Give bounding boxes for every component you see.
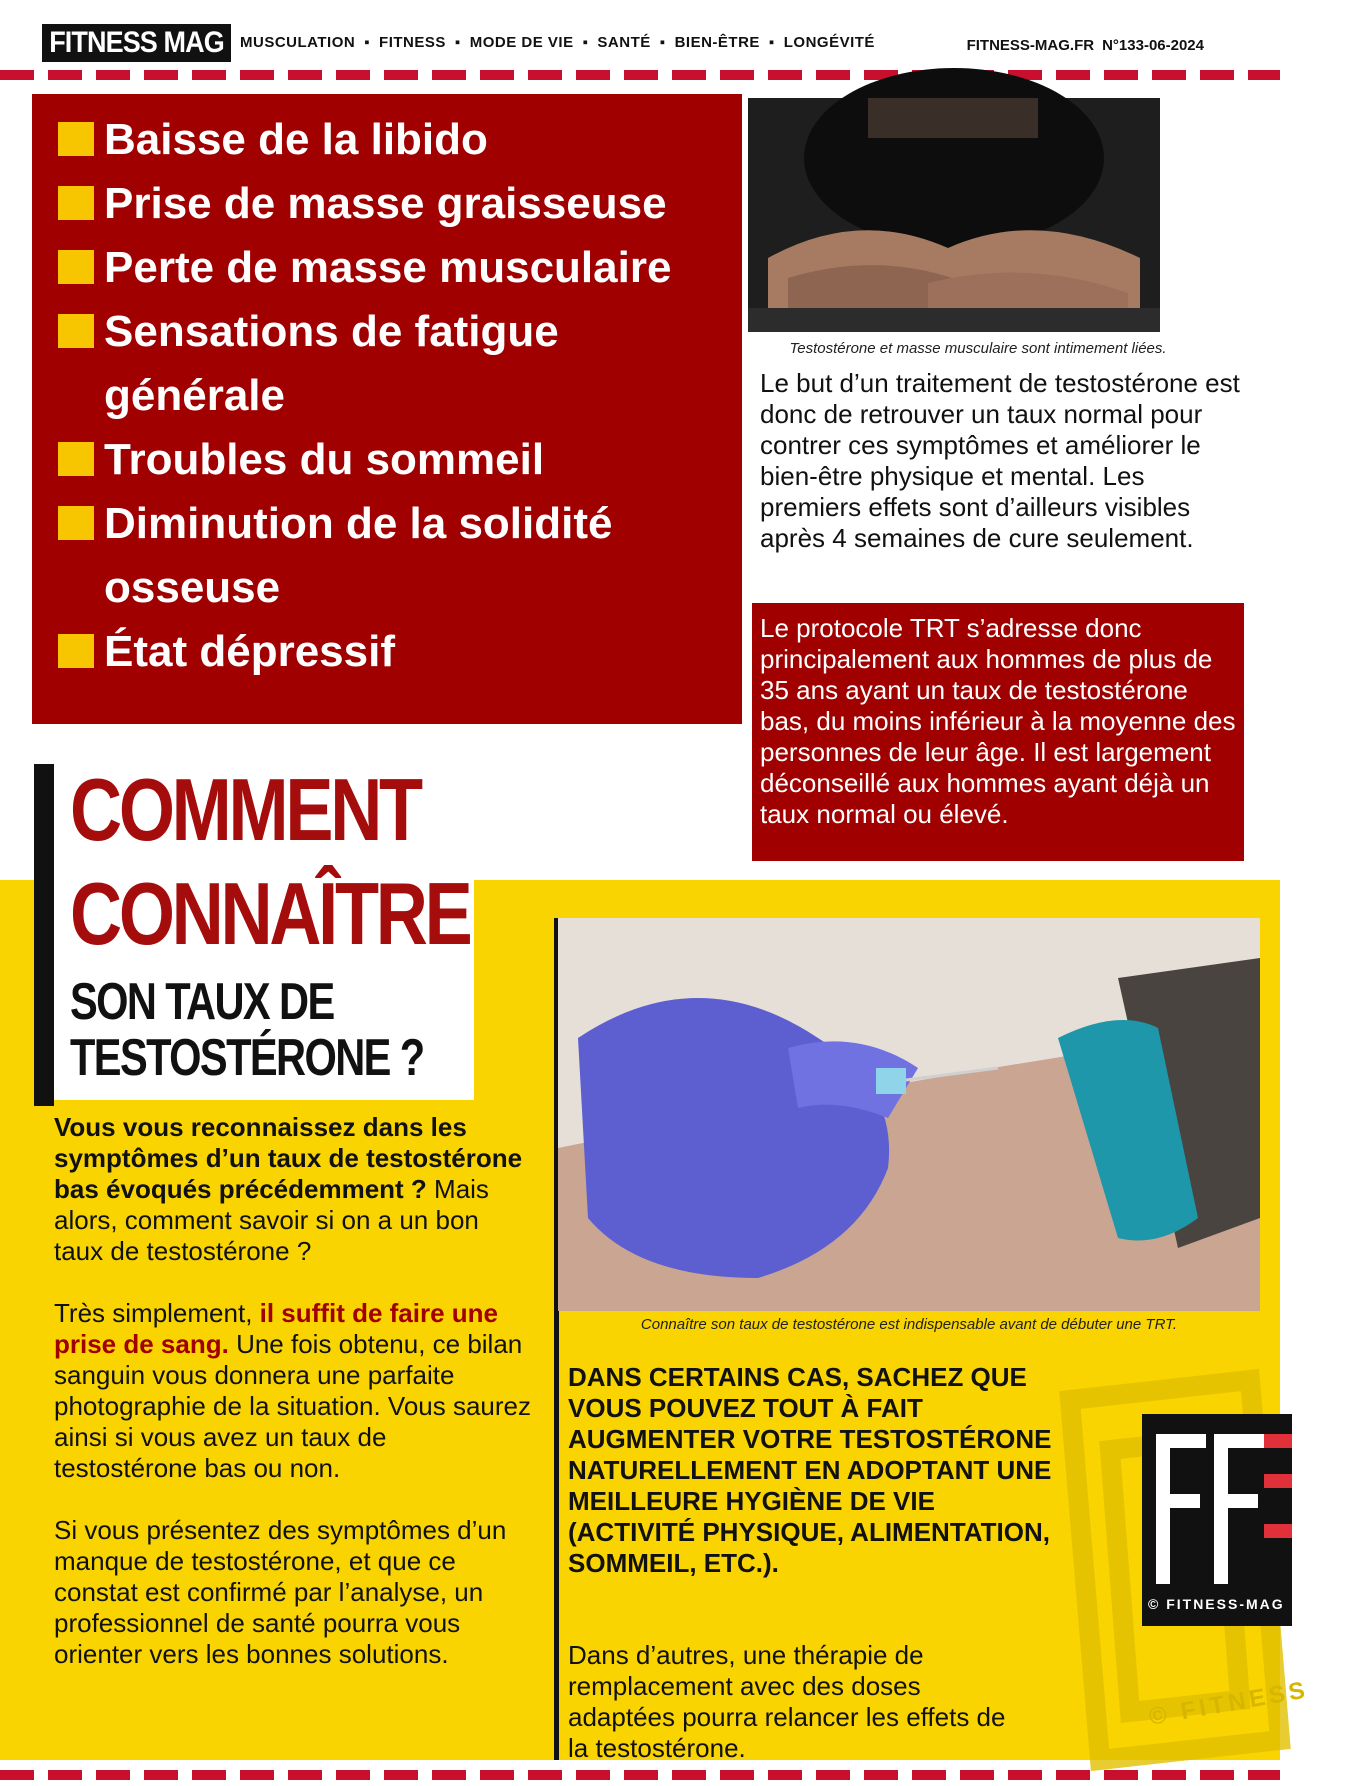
section-title-line1: COMMENT (70, 760, 420, 859)
yellow-square-bullet-icon (58, 122, 94, 156)
blood-test-paragraph: Très simplement, il suffit de faire une prise de sang. Une fois obtenu, ce bilan sanguin vous donnera une parfaite photographie de la situation. Vous saurez ainsi si vous avez un taux de testostérone bas ou non. (54, 1298, 532, 1483)
section-title-line3: SON TAUX DE (70, 973, 334, 1031)
nav-item-mode-de-vie[interactable]: MODE DE VIE (469, 34, 574, 51)
goal-paragraph: Le but d’un traitement de testostérone est donc de retrouver un taux normal pour contrer ces symptômes et améliorer le bien-être physique et mental. Les premiers effets sont d’ailleurs visibles après 4 semaines de cure seulement. (760, 368, 1240, 553)
ff-logo-copyright: © FITNESS-MAG (1148, 1596, 1285, 1612)
blood-test-photo (558, 918, 1260, 1311)
nav-item-sante[interactable]: SANTÉ (597, 34, 651, 51)
photo-caption: Connaître son taux de testostérone est indispensable avant de débuter une TRT. (640, 1316, 1178, 1333)
yellow-square-bullet-icon (58, 442, 94, 476)
nav-item-fitness[interactable]: FITNESS (379, 34, 446, 51)
left-column-text (54, 1112, 534, 1701)
footer-dashed-divider (0, 1770, 1280, 1780)
ff-logo-icon (1142, 1414, 1292, 1626)
section-title-line4: TESTOSTÉRONE ? (70, 1029, 424, 1087)
nav-item-bien-etre[interactable]: BIEN-ÊTRE (674, 34, 760, 51)
section-title-line2: CONNAÎTRE (70, 864, 470, 963)
nav-separator: ▪ (454, 34, 461, 51)
symptoms-list (46, 108, 742, 684)
section-nav (240, 34, 875, 51)
site-url[interactable]: FITNESS-MAG.FR (966, 37, 1095, 54)
yellow-square-bullet-icon (58, 506, 94, 540)
list-item: Perte de masse musculaire (46, 236, 742, 300)
nav-separator: ▪ (768, 34, 775, 51)
issue-number: N°133-06-2024 (1102, 37, 1204, 54)
yellow-square-bullet-icon (58, 186, 94, 220)
list-item: Prise de masse graisseuse (46, 172, 742, 236)
magazine-logo: FITNESS MAG (42, 24, 231, 62)
natural-testosterone-callout: DANS CERTAINS CAS, SACHEZ QUE VOUS POUVEZ TOUT À FAIT AUGMENTER VOTRE TESTOSTÉRONE NATURELLEMENT EN ADOPTANT UNE MEILLEURE HYGIÈNE DE VIE (ACTIVITÉ PHYSIQUE, ALIMENTATION, SOMMEIL, ETC.). (568, 1362, 1052, 1578)
lead-paragraph: Vous vous reconnaissez dans les symptômes d’un taux de testostérone bas évoqués précédemment ? Mais alors, comment savoir si on a un bon taux de testostérone ? (54, 1112, 523, 1266)
list-item: Troubles du sommeil (46, 428, 742, 492)
trt-protocol-box: Le protocole TRT s’adresse donc principalement aux hommes de plus de 35 ans ayant un taux de testostérone bas, du moins inférieur à la moyenne des personnes de leur âge. Il est largement déconseillé aux hommes ayant déjà un taux normal ou élevé. (752, 603, 1244, 861)
nav-item-longevite[interactable]: LONGÉVITÉ (783, 34, 875, 51)
list-item: Baisse de la libido (46, 108, 742, 172)
professional-paragraph: Si vous présentez des symptômes d’un manque de testostérone, et que ce constat est confirmé par l’analyse, un professionnel de santé pourra vous orienter vers les bonnes solutions. (54, 1515, 507, 1669)
list-item: Sensations de fatigue générale (46, 300, 742, 428)
muscular-arms-photo (748, 98, 1160, 332)
yellow-square-bullet-icon (58, 314, 94, 348)
list-item: Diminution de la solidité osseuse (46, 492, 742, 620)
title-accent-bar (34, 764, 54, 1106)
list-item: État dépressif (46, 620, 742, 684)
yellow-square-bullet-icon (58, 250, 94, 284)
symptoms-box (32, 94, 742, 724)
nav-item-musculation[interactable]: MUSCULATION (240, 34, 356, 51)
blood-draw-illustration (558, 918, 1260, 1311)
yellow-square-bullet-icon (58, 634, 94, 668)
ff-letters-icon (1142, 1414, 1292, 1626)
replacement-therapy-paragraph: Dans d’autres, une thérapie de remplacement avec des doses adaptées pourra relancer les effets de la testostérone. (568, 1640, 1006, 1763)
muscular-arms-illustration (748, 98, 1160, 332)
header-dashed-divider (0, 70, 1280, 80)
issue-info (967, 37, 1204, 54)
watermark-text: © FITNESS (1146, 1676, 1311, 1731)
nav-separator: ▪ (582, 34, 589, 51)
nav-separator: ▪ (364, 34, 371, 51)
nav-separator: ▪ (659, 34, 666, 51)
photo-caption: Testostérone et masse musculaire sont intimement liées. (789, 340, 1167, 357)
